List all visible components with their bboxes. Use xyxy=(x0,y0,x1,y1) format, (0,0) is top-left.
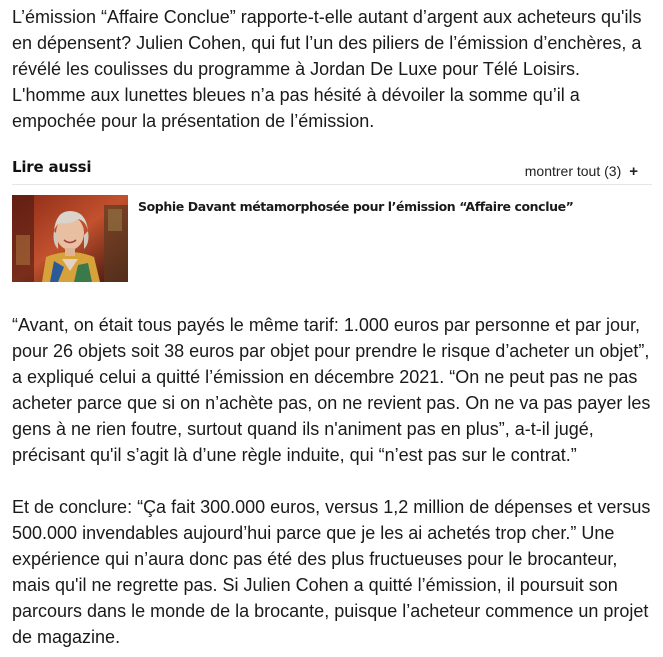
related-articles-header xyxy=(12,154,652,185)
intro-paragraph: L’émission “Affaire Conclue” rapporte-t-elle autant d’argent aux acheteurs qu'ils en dépensent? Julien Cohen, qui fut l’un des piliers de l’émission d’enchères, a révélé les coulisses du programme à Jordan De Luxe pour Télé Loisirs. L'homme aux lunettes bleues n’a pas hésité à dévoiler la somme qu’il a empochée pour la présentation de l’émission. xyxy=(12,7,642,131)
related-article-image xyxy=(12,195,128,282)
related-article-title[interactable]: Sophie Davant métamorphosée pour l’émission “Affaire conclue” xyxy=(138,199,574,214)
related-article-item[interactable] xyxy=(12,195,652,282)
show-all-label: montrer tout (3) xyxy=(524,163,622,179)
related-articles-section xyxy=(12,154,652,282)
article xyxy=(12,0,652,650)
conclusion-paragraph: Et de conclure: “Ça fait 300.000 euros, versus 1,2 million de dépenses et versus 500.000 invendables aujourd’hui parce que je les ai achetés trop cher.” Une expérience qui n’aura donc pas été des plus fructueuses pour le brocanteur, mais qu'il ne regrette pas. Si Julien Cohen a quitté l’émission, il poursuit son parcours dans le monde de la brocante, puisque l’acheteur commence un projet de magazine. xyxy=(12,497,651,647)
show-all-button[interactable] xyxy=(525,163,638,180)
related-article-thumbnail[interactable] xyxy=(12,195,128,282)
related-articles-title: Lire aussi xyxy=(12,158,92,176)
plus-icon: + xyxy=(629,162,638,180)
quote-paragraph: “Avant, on était tous payés le même tarif: 1.000 euros par personne et par jour, pour 26 objets soit 38 euros par objet pour prendre le risque d’acheter un objet”, a expliqué celui a quitté l’émission en décembre 2021. “On ne peut pas ne pas acheter parce que si on n’achète pas, on ne revient pas. On ne va pas payer les gens à ne rien foutre, surtout quand ils n'animent pas en plus”, a-t-il jugé, précisant qu'il s’agit là d’une règle induite, qui “n’est pas sur le contrat.” xyxy=(12,315,651,465)
